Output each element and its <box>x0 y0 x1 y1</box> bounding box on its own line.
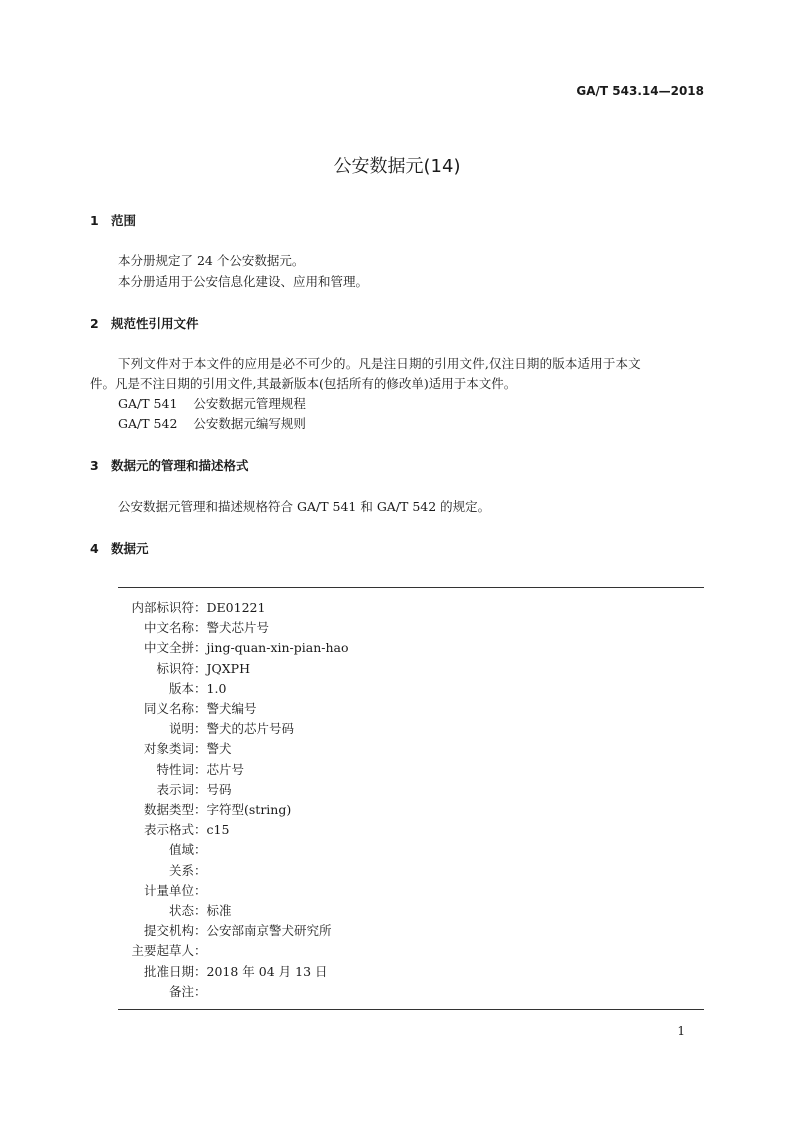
field-value: 字符型(string) <box>206 802 292 817</box>
data-element-row <box>118 962 328 980</box>
data-element-row <box>118 598 265 616</box>
data-element-row <box>118 760 244 778</box>
field-separator: ： <box>194 903 207 918</box>
field-separator: ： <box>194 983 207 999</box>
field-separator: ： <box>194 802 207 817</box>
data-element-row <box>118 840 207 858</box>
field-label: 说明 <box>168 721 194 737</box>
data-element-row <box>118 699 257 717</box>
paragraph: 公安数据元管理和描述规格符合 GA/T 541 和 GA/T 542 的规定。 <box>118 499 491 514</box>
field-separator: ： <box>194 660 207 676</box>
data-element-row <box>118 618 269 636</box>
standard-number: GA/T 543.14—2018 <box>576 84 704 98</box>
field-label: 对象类词 <box>143 741 194 757</box>
field-separator: ： <box>194 620 207 636</box>
data-element-row <box>118 820 229 838</box>
paragraph: 下列文件对于本文件的应用是必不可少的。凡是注日期的引用文件,仅注日期的版本适用于本文 <box>118 356 641 371</box>
field-label: 表示格式 <box>143 822 194 838</box>
reference-code: GA/T 541 <box>118 396 178 411</box>
section-title: 数据元的管理和描述格式 <box>111 458 249 473</box>
field-separator: ： <box>194 822 207 838</box>
data-element-row <box>118 679 226 697</box>
reference-item <box>118 394 306 412</box>
field-separator: ： <box>194 741 207 757</box>
field-value: DE01221 <box>206 600 266 615</box>
field-value: 警犬的芯片号码 <box>206 721 295 737</box>
data-element-row <box>118 659 250 677</box>
field-separator: ： <box>194 721 207 737</box>
section-heading-3 <box>90 456 249 474</box>
data-element-row <box>118 638 349 656</box>
field-separator: ： <box>194 640 207 656</box>
field-separator: ： <box>194 862 207 878</box>
data-element-row <box>118 941 207 959</box>
field-label: 值域 <box>168 842 194 858</box>
field-value: 警犬芯片号 <box>206 620 270 636</box>
data-element-row <box>118 881 207 899</box>
page-title: 公安数据元(14) <box>333 156 461 177</box>
field-label: 中文全拼 <box>143 640 194 656</box>
field-label: 表示词 <box>156 781 194 797</box>
field-value: 警犬 <box>206 741 232 757</box>
section-heading-2 <box>90 314 199 332</box>
data-element-row <box>118 861 207 879</box>
field-separator: ： <box>194 923 207 939</box>
field-label: 版本 <box>168 680 194 696</box>
reference-name: 公安数据元管理规程 <box>193 396 306 411</box>
field-separator: ： <box>194 761 207 777</box>
field-separator: ： <box>194 701 207 716</box>
section-number: 2 <box>90 316 99 331</box>
field-label: 特性词 <box>156 761 194 777</box>
section-number: 1 <box>90 213 99 228</box>
section-title: 规范性引用文件 <box>111 316 199 331</box>
field-label: 数据类型 <box>143 802 194 817</box>
field-value: 2018 年 04 月 13 日 <box>206 963 328 979</box>
field-label: 内部标识符 <box>131 600 194 615</box>
field-separator: ： <box>194 882 207 898</box>
data-element-row <box>118 800 291 818</box>
field-label: 提交机构 <box>143 923 194 939</box>
reference-item <box>118 414 306 432</box>
field-value: jing-quan-xin-pian-hao <box>206 640 349 656</box>
paragraph: 件。凡是不注日期的引用文件,其最新版本(包括所有的修改单)适用于本文件。 <box>90 376 517 391</box>
table-bottom-rule <box>118 1009 704 1010</box>
field-value: 标准 <box>206 903 232 918</box>
field-separator: ： <box>194 781 207 797</box>
section-number: 4 <box>90 541 99 556</box>
reference-code: GA/T 542 <box>118 416 178 431</box>
section-number: 3 <box>90 458 99 473</box>
field-value: 警犬编号 <box>206 701 257 716</box>
field-label: 关系 <box>168 862 194 878</box>
section-heading-4 <box>90 539 149 557</box>
field-label: 同义名称 <box>143 701 194 716</box>
paragraph: 本分册适用于公安信息化建设、应用和管理。 <box>118 274 369 289</box>
data-element-row <box>118 982 207 1000</box>
field-value: 号码 <box>206 781 232 797</box>
data-element-row <box>118 780 232 798</box>
field-label: 计量单位 <box>143 882 194 898</box>
field-separator: ： <box>194 680 207 696</box>
field-label: 状态 <box>168 903 194 918</box>
field-label: 主要起草人 <box>131 943 194 959</box>
field-label: 中文名称 <box>143 620 194 636</box>
section-heading-1 <box>90 211 136 229</box>
field-separator: ： <box>194 600 207 615</box>
data-element-row <box>118 901 232 919</box>
field-value: c15 <box>206 822 230 838</box>
field-value: 公安部南京警犬研究所 <box>206 923 332 939</box>
data-element-row <box>118 719 294 737</box>
field-separator: ： <box>194 943 207 959</box>
field-label: 标识符 <box>156 660 194 676</box>
section-title: 范围 <box>111 213 137 228</box>
field-value: 1.0 <box>206 680 227 696</box>
field-label: 备注 <box>168 983 194 999</box>
field-value: JQXPH <box>206 660 250 676</box>
section-title: 数据元 <box>111 541 149 556</box>
reference-name: 公安数据元编写规则 <box>193 416 306 431</box>
data-element-row <box>118 739 232 757</box>
paragraph: 本分册规定了 24 个公安数据元。 <box>118 253 305 268</box>
field-label: 批准日期 <box>143 963 194 979</box>
field-value: 芯片号 <box>206 761 245 777</box>
page-number: 1 <box>677 1024 685 1038</box>
field-separator: ： <box>194 963 207 979</box>
table-top-rule <box>118 587 704 588</box>
field-separator: ： <box>194 842 207 858</box>
data-element-row <box>118 921 332 939</box>
